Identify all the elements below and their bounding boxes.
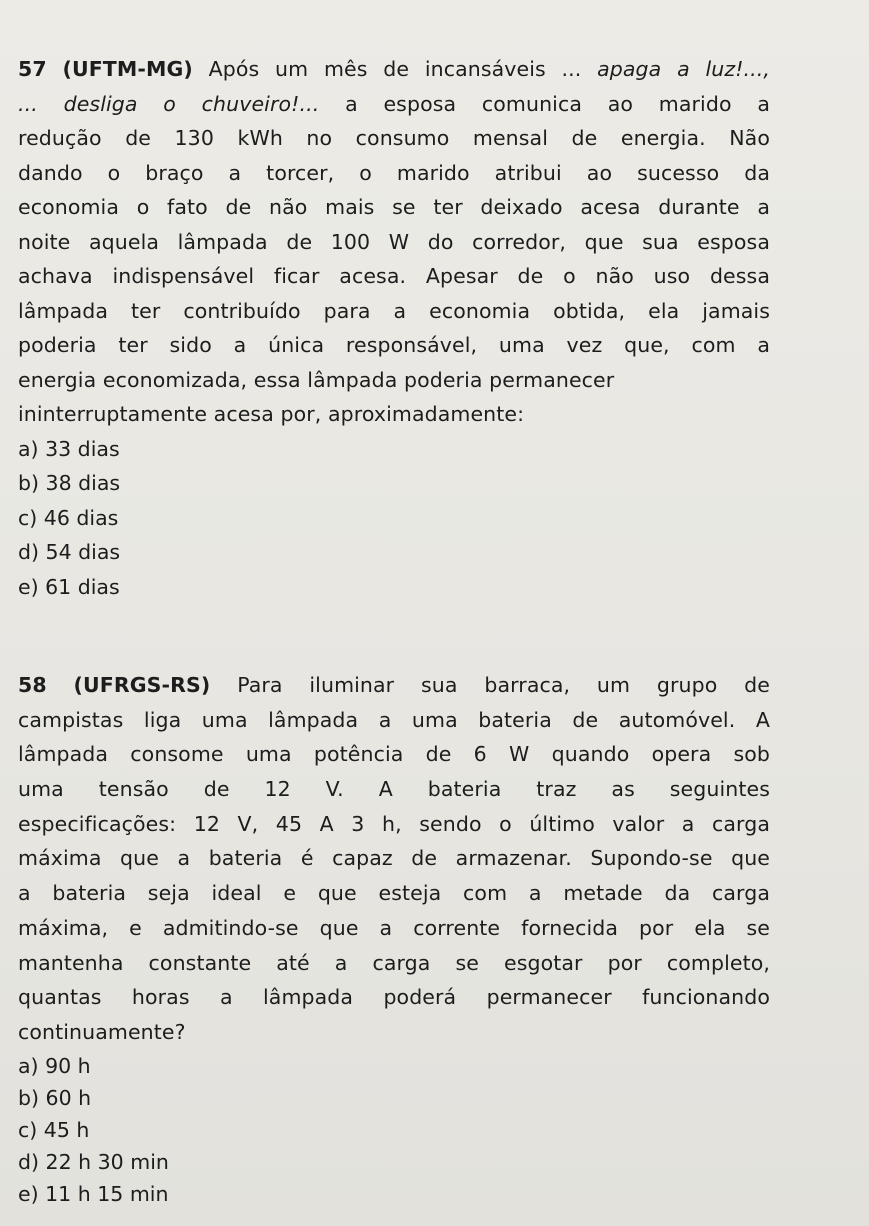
question-text-line: energia economizada, essa lâmpada poderia permanecer <box>18 367 615 392</box>
question-source: (UFTM-MG) <box>62 57 193 81</box>
question-text-line <box>18 668 770 703</box>
option-a: a) 90 h <box>18 1053 91 1078</box>
question-text-line: uma tensão de 12 V. A bateria traz as seguintes <box>18 777 770 802</box>
question-text-line: noite aquela lâmpada de 100 W do corredor, que sua esposa <box>18 229 770 254</box>
option-a: a) 33 dias <box>18 436 120 461</box>
option-c: c) 46 dias <box>18 505 119 530</box>
question-text-line: máxima, e admitindo-se que a corrente fornecida por ela se <box>18 915 770 940</box>
question-text-line: dando o braço a torcer, o marido atribui ao sucesso da <box>18 160 770 185</box>
option-d: d) 54 dias <box>18 540 121 564</box>
question-text-line: quantas horas a lâmpada poderá permanecer funcionando <box>18 985 770 1010</box>
question-text-line: máxima que a bateria é capaz de armazenar. Supondo-se que <box>18 846 770 871</box>
option-d: d) 22 h 30 min <box>18 1149 169 1174</box>
question-text-line: poderia ter sido a única responsável, uma vez que, com a <box>18 333 770 357</box>
option-c: c) 45 h <box>18 1117 90 1142</box>
question-text-line: continuamente? <box>18 1019 186 1044</box>
question-58 <box>18 668 770 1210</box>
question-number: 58 <box>18 673 47 697</box>
italic-run: ... desliga o chuveiro!... <box>18 91 320 116</box>
question-57 <box>18 52 770 604</box>
question-text-line <box>18 87 770 122</box>
question-text-line: achava indispensável ficar acesa. Apesar de o não uso dessa <box>18 264 770 288</box>
option-b: b) 38 dias <box>18 471 121 495</box>
question-text-line: lâmpada ter contribuído para a economia obtida, ela jamais <box>18 298 770 323</box>
question-text-line <box>18 52 770 87</box>
question-text-line: lâmpada consome uma potência de 6 W quando opera sob <box>18 742 770 767</box>
option-b: b) 60 h <box>18 1085 92 1110</box>
answer-options <box>18 1050 770 1210</box>
option-e: e) 11 h 15 min <box>18 1181 169 1206</box>
text-run: a esposa comunica ao marido a <box>319 91 770 116</box>
option-e: e) 61 dias <box>18 574 120 599</box>
question-number: 57 <box>18 57 47 81</box>
text-run: Para iluminar sua barraca, um grupo de <box>237 673 771 697</box>
question-text-line: campistas liga uma lâmpada a uma bateria de automóvel. A <box>18 707 770 732</box>
question-text-line: especificações: 12 V, 45 A 3 h, sendo o último valor a carga <box>18 811 770 836</box>
question-text-line: ininterruptamente acesa por, aproximadamente: <box>18 402 525 426</box>
question-source: (UFRGS-RS) <box>73 673 211 697</box>
question-text-line: economia o fato de não mais se ter deixado acesa durante a <box>18 195 770 219</box>
question-text-line: a bateria seja ideal e que esteja com a metade da carga <box>18 881 770 906</box>
italic-run: apaga a luz!..., <box>597 57 771 81</box>
text-run: Após um mês de incansáveis ... <box>208 57 598 81</box>
question-text-line: mantenha constante até a carga se esgotar por completo, <box>18 950 770 975</box>
answer-options <box>18 432 770 605</box>
question-text-line: redução de 130 kWh no consumo mensal de energia. Não <box>18 126 770 150</box>
